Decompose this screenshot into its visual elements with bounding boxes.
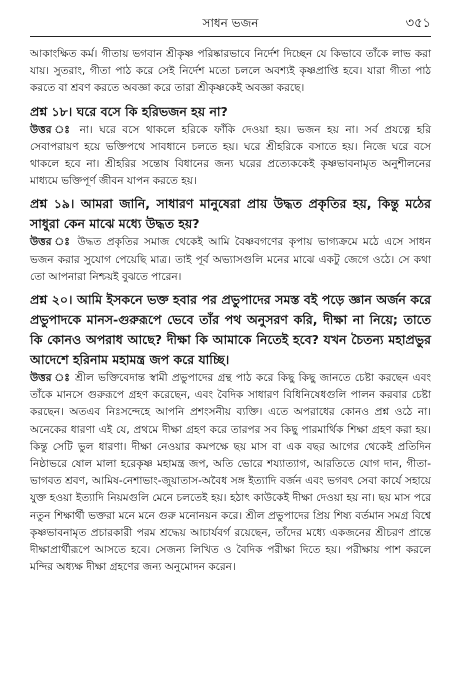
page-body: [30, 46, 431, 576]
answer-label: উত্তর ঃ: [30, 372, 71, 385]
answer-label: উত্তর ঃ: [30, 236, 72, 249]
answer-19-text: উদ্ধত প্রকৃতির সমাজ থেকেই আমি বৈষ্ণবগণের কৃপায় ভাগ্যক্রমে মঠে এসে সাধন ভজন করার সুযোগ পেয়েছি মাত্র। তাই পূর্ব অভ্যাসগুলি মনের মাঝে একটু জেগে ওঠে। সে কথা তো আপনারা নিশ্চয়ই বুঝতে পারেন।: [30, 236, 431, 283]
question-19: প্রশ্ন ১৯। আমরা জানি, সাধারণ মানুষেরা প্রায় উদ্ধত প্রকৃতির হয়, কিন্তু মঠের সাধুরা কেন মাঝে মধ্যে উদ্ধত হয়?: [30, 196, 431, 232]
answer-18: [30, 122, 431, 191]
intro-paragraph: আকাংক্ষিত কর্ম। গীতায় ভগবান শ্রীকৃষ্ণ পরিষ্কারভাবে নির্দেশ দিচ্ছেন যে কিভাবে তাঁকে লাভ করা যায়। সুতরাং, গীতা পাঠ করে সেই নির্দেশ মতো চললে অবশ্যই কৃষ্ণপ্রাপ্তি হবে। যারা গীতা পাঠ করতে বা শ্রবণ করতে অবজ্ঞা করে তারা শ্রীকৃষ্ণকেই অবজ্ঞা করছে।: [30, 48, 431, 95]
question-20: প্রশ্ন ২০। আমি ইসকনে ভক্ত হবার পর প্রভুপাদের সমস্ত বই পড়ে জ্ঞান অর্জন করে প্রভুপাদকে মানস-গুরুরূপে ভেবে তাঁর পথ অনুসরণ করি, দীক্ষা না নিয়ে; তাতে কি কোনও অপরাধ আছে? দীক্ষা কি আমাকে নিতেই হবে? যখন চৈতন্য মহাপ্রভুর আদেশে হরিনাম মহামন্ত্র জপ করে যাচ্ছি।: [30, 292, 431, 368]
page-header: [30, 14, 431, 37]
running-title: সাধন ভজন: [202, 16, 259, 30]
answer-18-text: না। ঘরে বসে থাকলে হরিকে ফাঁকি দেওয়া হয়। ভজন হয় না। সর্ব প্রযত্নে হরি সেবাপরায়ণ হয়ে ভক্তিপথে সাবধানে চলতে হয়। ঘরে শ্রীহরিকে বসাতে হয়। নিজে ঘরে বসে থাকলে হবে না। শ্রীহরির সন্তোষ বিধানের জন্য ঘরের প্রত্যেককেই কৃষ্ণভাবনামৃত অনুশীলনের মাধ্যমে ভক্তিপূর্ণ জীবন যাপন করতে হয়।: [30, 123, 431, 188]
answer-19: [30, 234, 431, 286]
answer-label: উত্তর ঃ: [30, 123, 74, 136]
answer-20: [30, 370, 431, 576]
page-number: ৩৫১: [405, 16, 431, 31]
answer-20-text: শ্রীল ভক্তিবেদান্ত স্বামী প্রভুপাদের গ্রন্থ পাঠ করে কিছু কিছু জানতে চেষ্টা করছেন এবং তাঁকে মানসে গুরুরূপে গ্রহণ করেছেন, এবং বৈদিক সাধারণ বিধিনিষেধগুলি পালন করবার চেষ্টা করছেন। অতএব নিঃসন্দেহে আপনি প্রশংসনীয় ব্যক্তি। এতে অপরাধের কোনও প্রশ্ন ওঠে না। অনেকের ধারণা এই যে, প্রথমে দীক্ষা গ্রহণ করে তারপর সব কিছু পারমার্থিক শিক্ষা গ্রহণ করা হয়। কিন্তু সেটি ভুল ধারণা। দীক্ষা নেওয়ার কমপক্ষে ছয় মাস বা এক বছর আগের থেকেই প্রতিদিন নিষ্ঠাভরে ষোল মালা হরেকৃষ্ণ মহামন্ত্র জপ, অতি ভোরে শয্যাত্যাগ, আরতিতে যোগ দান, গীতা-ভাগবত শ্রবণ, আমিষ-নেশাভাং-জুয়াতাস-অবৈধ সঙ্গ ইত্যাদি বর্জন এবং ভগবৎ সেবা কার্যে সহায়ে যুক্ত হওয়া ইত্যাদি নিয়মগুলি মেনে চলতেই হয়। হঠাৎ কাউকেই দীক্ষা দেওয়া হয় না। ছয় মাস পরে নতুন শিক্ষার্থী ভক্তরা মনে মনে গুরু মনোনয়ন করে। শ্রীল প্রভুপাদের প্রিয় শিষ্য বর্তমান সমগ্র বিশ্বে কৃষ্ণভাবনামৃত প্রচারকারী পরম শ্রদ্ধেয় আচার্যবর্গ রয়েছেন, তাঁদের মধ্যে একজনের শ্রীচরণ প্রান্তে দীক্ষাপ্রার্থীরূপে আসতে হবে। সেজন্য লিখিত ও বৈদিক পরীক্ষা দিতে হয়। পরীক্ষায় পাশ করলে মন্দির অধ্যক্ষ দীক্ষা গ্রহণের জন্য অনুমোদন করেন।: [30, 372, 431, 574]
question-18: প্রশ্ন ১৮। ঘরে বসে কি হরিভজন হয় না?: [30, 103, 228, 119]
